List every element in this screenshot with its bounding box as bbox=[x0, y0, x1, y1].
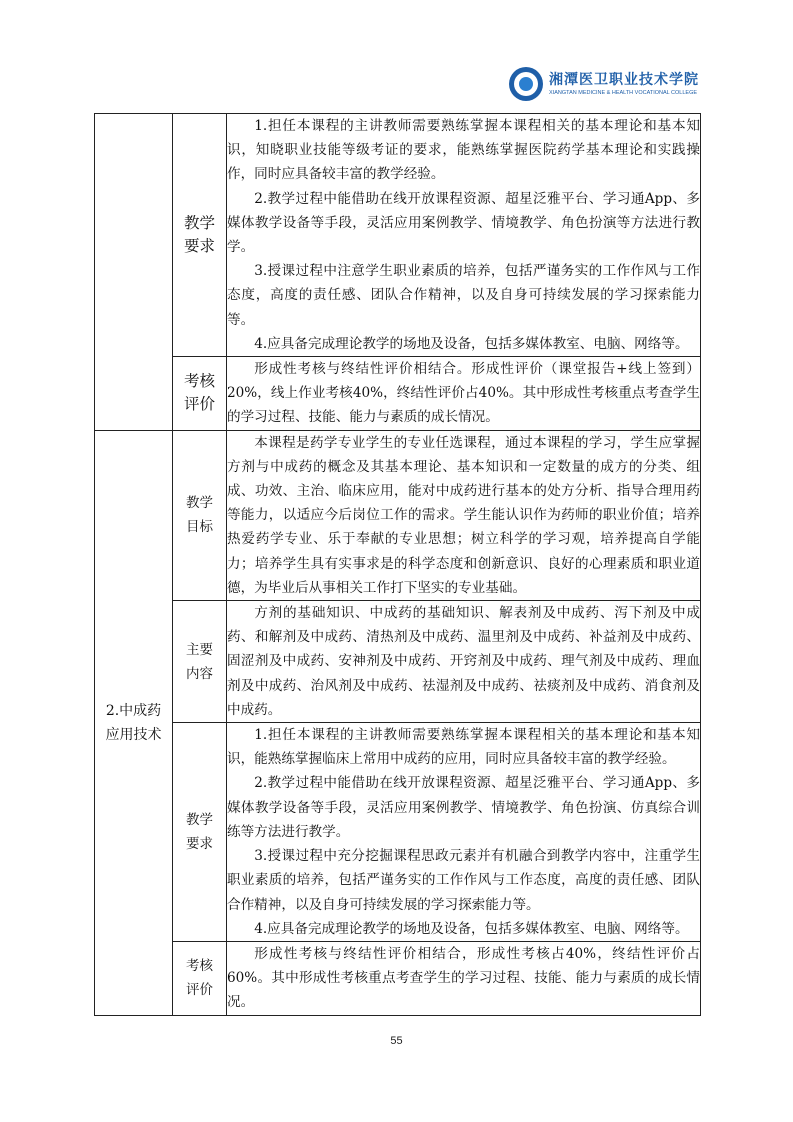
paragraph: 3.授课过程中充分挖掘课程思政元素并有机融合到教学内容中，注重学生职业素质的培养，包括严谨务实的工作作风与工作态度，高度的责任感、团队合作精神，以及自身可持续发展的学习探索能力等。 bbox=[227, 848, 700, 913]
row-label: 考核 评价 bbox=[173, 357, 227, 431]
paragraph: 1.担任本课程的主讲教师需要熟练掌握本课程相关的基本理论和基本知识，能熟练掌握临床上常用中成药的应用，同时应具备较丰富的教学经验。 bbox=[227, 727, 700, 768]
logo-text bbox=[549, 71, 699, 97]
college-seal-icon bbox=[509, 67, 543, 101]
paragraph: 2.教学过程中能借助在线开放课程资源、超星泛雅平台、学习通App、多媒体教学设备等手段，灵活应用案例教学、情境教学、角色扮演、仿真综合训练等方法进行教学。 bbox=[227, 775, 700, 840]
paragraph: 形成性考核与终结性评价相结合。形成性评价（课堂报告+线上签到）20%，线上作业考核40%，终结性评价占40%。其中形成性考核重点考查学生的学习过程、技能、能力与素质的成长情况。 bbox=[227, 361, 700, 426]
main-content-cell bbox=[227, 601, 701, 723]
assessment-content bbox=[227, 357, 701, 431]
course-name-cell bbox=[95, 114, 173, 431]
page-number: 55 bbox=[390, 1035, 403, 1047]
row-label: 教学 要求 bbox=[173, 723, 227, 942]
paragraph: 2.教学过程中能借助在线开放课程资源、超星泛雅平台、学习通App、多媒体教学设备等手段，灵活应用案例教学、情境教学、角色扮演等方法进行教学。 bbox=[227, 190, 700, 256]
course-name-cell: 2.中成药 应用技术 bbox=[95, 430, 173, 1015]
table-row bbox=[95, 723, 701, 942]
teaching-requirements-content bbox=[227, 114, 701, 357]
table-row bbox=[95, 430, 701, 600]
row-label: 考核 评价 bbox=[173, 941, 227, 1015]
paragraph: 4.应具备完成理论教学的场地及设备，包括多媒体教室、电脑、网络等。 bbox=[254, 920, 689, 937]
logo-english-name: XIANGTAN MEDICINE & HEALTH VOCATIONAL COLLEGE bbox=[549, 90, 698, 96]
row-label: 教学 要求 bbox=[173, 114, 227, 357]
paragraph: 4.应具备完成理论教学的场地及设备，包括多媒体教室、电脑、网络等。 bbox=[254, 335, 689, 352]
row-label: 教学 目标 bbox=[173, 430, 227, 600]
paragraph: 1.担任本课程的主讲教师需要熟练掌握本课程相关的基本理论和基本知识，知晓职业技能等级考证的要求，能熟练掌握医院药学基本理论和实践操作，同时应具备较丰富的教学经验。 bbox=[227, 118, 700, 183]
table-row bbox=[95, 357, 701, 431]
curriculum-table bbox=[94, 113, 701, 1016]
paragraph: 3.授课过程中注意学生职业素质的培养，包括严谨务实的工作作风与工作态度，高度的责任感、团队合作精神，以及自身可持续发展的学习探索能力等。 bbox=[227, 263, 700, 328]
table-row bbox=[95, 601, 701, 723]
logo-chinese-name: 湘潭医卫职业技术学院 bbox=[549, 72, 699, 88]
teaching-requirements-content bbox=[227, 723, 701, 942]
table-row bbox=[95, 114, 701, 357]
teaching-objectives-content bbox=[227, 430, 701, 600]
paragraph: 本课程是药学专业学生的专业任选课程，通过本课程的学习，学生应掌握方剂与中成药的概念及其基本理论、基本知识和一定数量的成方的分类、组成、功效、主治、临床应用，能对中成药进行基本的处方分析、指导合理用药等能力，以适应今后岗位工作的需求。学生能认识作为药师的职业价值；培养热爱药学专业、乐于奉献的专业思想；树立科学的学习观，培养提高自学能力；培养学生具有实事求是的科学态度和创新意识、良好的心理素质和职业道德，为毕业后从事相关工作打下坚实的专业基础。 bbox=[227, 434, 700, 596]
assessment-content bbox=[227, 941, 701, 1015]
paragraph: 形成性考核与终结性评价相结合，形成性考核占40%，终结性评价占60%。其中形成性考核重点考查学生的学习过程、技能、能力与素质的成长情况。 bbox=[227, 945, 700, 1011]
table-row bbox=[95, 941, 701, 1015]
college-logo bbox=[509, 64, 709, 104]
paragraph: 方剂的基础知识、中成药的基础知识、解表剂及中成药、泻下剂及中成药、和解剂及中成药、清热剂及中成药、温里剂及中成药、补益剂及中成药、固涩剂及中成药、安神剂及中成药、开窍剂及中成药、理气剂及中成药、理血剂及中成药、治风剂及中成药、祛湿剂及中成药、祛痰剂及中成药、消食剂及中成药。 bbox=[227, 605, 700, 718]
row-label: 主要 内容 bbox=[173, 601, 227, 723]
